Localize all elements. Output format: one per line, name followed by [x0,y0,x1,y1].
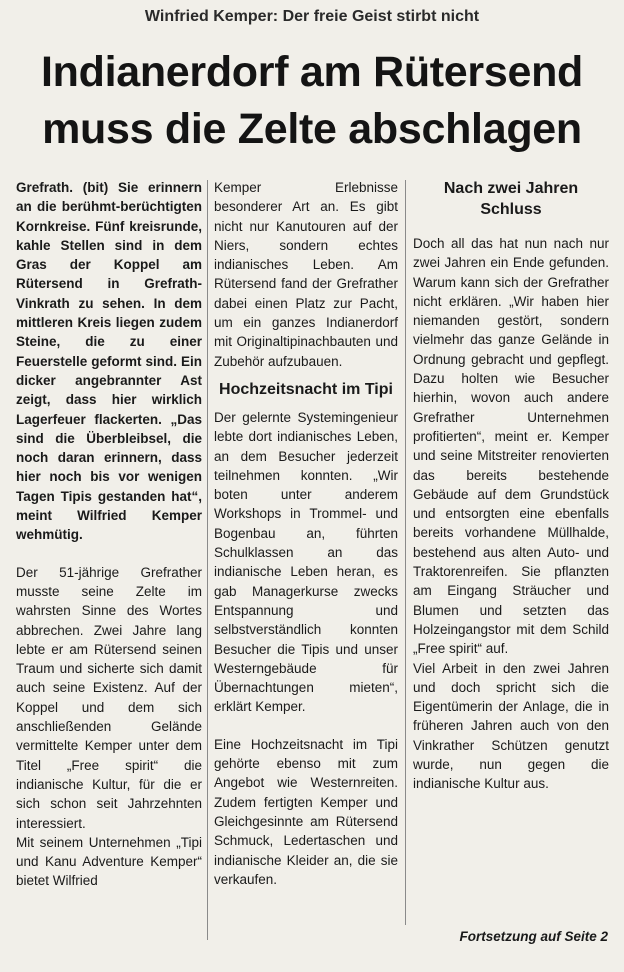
headline-line-2: muss die Zelte abschlagen [42,105,582,153]
body-paragraph: Eine Hochzeitsnacht im Tipi gehörte ebenso mit zum Angebot wie Westernreiten. Zudem fertigten Kemper und Gleichgesinnte am Rütersend Schmuck, Ledertaschen und indianische Kleider an, die sie verkaufen. [214,736,398,887]
subheading-schluss: Nach zwei Jahren Schluss [443,180,579,218]
continuation-note: Fortsetzung auf Seite 2 [459,929,608,944]
column-divider-2 [405,180,406,925]
kicker-line: Winfried Kemper: Der freie Geist stirbt nicht [144,8,480,25]
column-2 [214,178,398,889]
body-paragraph: Mit seinem Unternehmen „Tipi und Kanu Adventure Kemper“ bietet Wilfried [16,834,202,889]
body-paragraph: Kemper Erlebnisse besonderer Art an. Es gibt nicht nur Kanutouren auf der Niers, sondern echtes indianisches Leben. Am Rütersend fand der Grefrather dabei einen Platz zur Pacht, um ein ganzes Indianerdorf mit Originaltipinachbauten und Zubehör aufzubauen. [214,180,398,369]
column-3 [413,178,609,794]
body-paragraph: Der 51-jährige Grefrather musste seine Zelte im wahrsten Sinne des Wortes abbrechen. Zwei Jahre lang lebte er am Rütersend seinen Traum und sicherte sich damit auch seine Existenz. Auf der Koppel und dem sich anschließenden Gelände vermittelte Kemper unter dem Titel „Free spirit“ die indianische Kultur, für die er sich schon seit Jahrzehnten interessiert. [16,564,202,831]
subheading-hochzeitsnacht: Hochzeitsnacht im Tipi [219,380,393,398]
lead-paragraph: Grefrath. (bit) Sie erinnern an die berühmt-berüchtigten Kornkreise. Fünf kreisrunde, kahle Stellen sind in dem Gras der Koppel am Rütersend in Grefrath-Vinkrath zu sehen. In dem mittleren Kreis liegen zudem Steine, die zu einer Feuerstelle geformt sind. Ein dicker angebrannter Ast zeigt, dass hier wirklich Lagerfeuer flackerten. „Das sind die Überbleibsel, die noch daran erinnern, dass hier noch bis vor wenigen Tagen Tipis gestanden hat“, meint Wilfried Kemper wehmütig. [16,180,202,543]
body-paragraph: Doch all das hat nun nach nur zwei Jahren ein Ende gefunden. Warum kann sich der Grefrather nicht erklären. „Wir haben hier niemanden gestört, sondern vielmehr das ganze Gelände in Ordnung gebracht und gepflegt. Dazu holten wie Besucher hierhin, wovon auch andere Grefrather Unternehmen profitierten“, meint er. Kemper und seine Mitstreiter renovierten das bereits bestehende Gebäude auf dem Grundstück und entsorgten eine ebenfalls bereits vorhandene Müllhalde, bestehend aus alten Auto- und Traktorenreifen. Sie pflanzten am Eingang Sträucher und Blumen und setzten das Holzeingangstor mit dem Schild „Free spirit“ auf. [413,236,609,657]
body-paragraph: Der gelernte Systemingenieur lebte dort indianisches Leben, an dem Besucher jederzeit teilnehmen konnten. „Wir boten unter anderem Workshops in Trommel- und Bogenbau an, führten Schulklassen an das indianische Leben heran, es gab Managerkurse zwecks Entspannung und selbstverständlich konnten Besucher die Tipis und unser Westerngebäude für Übernachtungen mieten“, erklärt Kemper. [214,409,398,715]
headline-line-1: Indianerdorf am Rütersend [40,48,584,96]
column-1 [16,178,202,891]
column-divider-1 [207,180,208,940]
body-paragraph: Viel Arbeit in den zwei Jahren und doch spricht sich die Eigentümerin der Anlage, die in früheren Jahren auch von den Vinkrather Schützen genutzt wurde, nun gegen die indianische Kultur aus. [413,660,609,792]
headline [0,44,624,158]
